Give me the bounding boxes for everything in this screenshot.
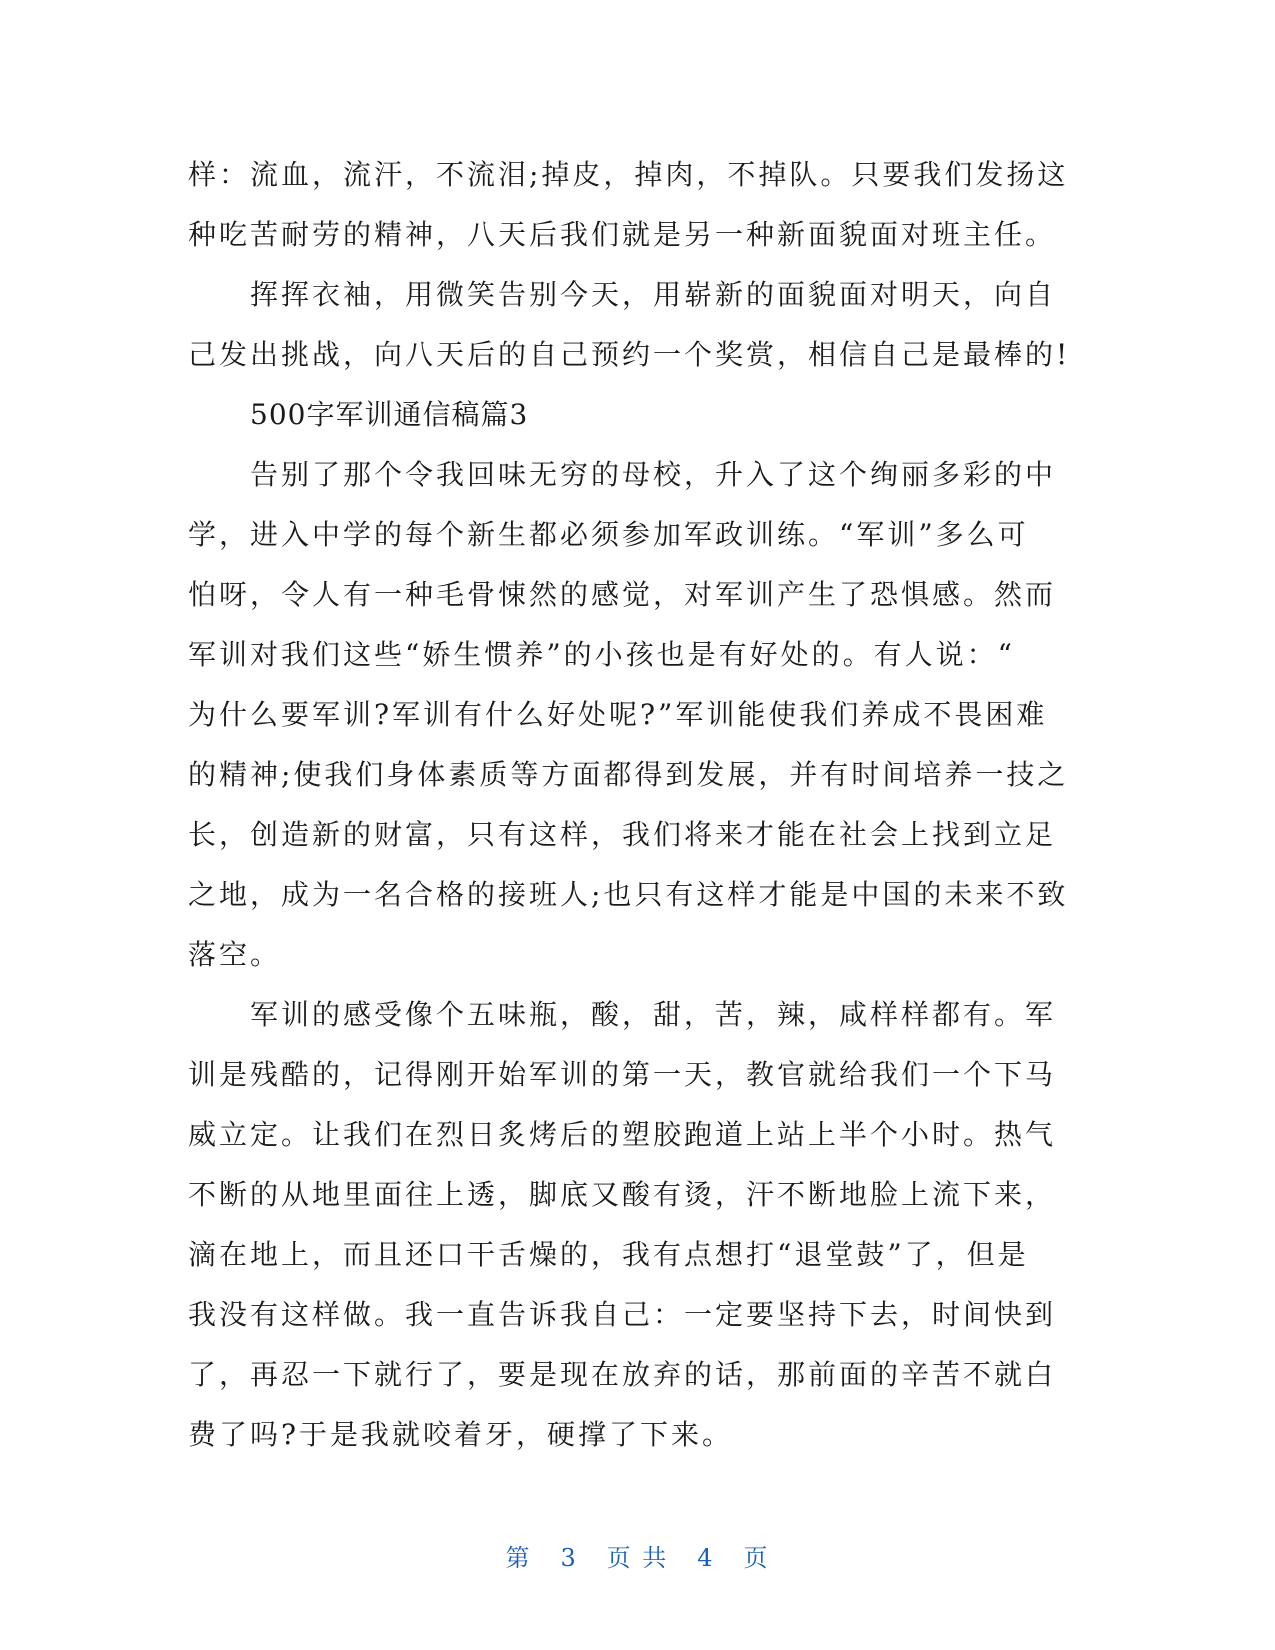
text-line: 样：流血，流汗，不流泪;掉皮，掉肉，不掉队。只要我们发扬这 xyxy=(188,158,1069,191)
text-line: 我没有这样做。我一直告诉我自己：一定要坚持下去，时间快到 xyxy=(188,1298,1057,1331)
footer-prefix: 第 xyxy=(505,1544,532,1572)
text-line: 长，创造新的财富，只有这样，我们将来才能在社会上找到立足 xyxy=(188,818,1057,851)
document-body xyxy=(188,145,1083,1465)
footer-middle: 页 共 xyxy=(606,1544,669,1572)
text-line: 威立定。让我们在烈日炙烤后的塑胶跑道上站上半个小时。热气 xyxy=(188,1118,1057,1151)
text-line: 怕呀，令人有一种毛骨悚然的感觉，对军训产生了恐惧感。然而 xyxy=(188,578,1057,611)
text-line: 军训对我们这些“娇生惯养”的小孩也是有好处的。有人说：“ xyxy=(188,638,1015,671)
text-line: 种吃苦耐劳的精神，八天后我们就是另一种新面貌面对班主任。 xyxy=(188,218,1057,251)
text-line: 了，再忍一下就行了，要是现在放弃的话，那前面的辛苦不就白 xyxy=(188,1358,1057,1391)
section-heading: 500字军训通信稿篇3 xyxy=(250,398,529,431)
text-line: 训是残酷的，记得刚开始军训的第一天，教官就给我们一个下马 xyxy=(188,1058,1057,1091)
footer-total-pages: 4 xyxy=(697,1544,715,1572)
text-line: 为什么要军训?军训有什么好处呢?”军训能使我们养成不畏困难 xyxy=(188,698,1048,731)
page-footer xyxy=(0,1538,1275,1573)
footer-suffix: 页 xyxy=(743,1544,770,1572)
text-line: 挥挥衣袖，用微笑告别今天，用崭新的面貌面对明天，向自 xyxy=(250,278,1057,311)
text-line: 军训的感受像个五味瓶，酸，甜，苦，辣，咸样样都有。军 xyxy=(250,998,1057,1031)
text-line: 费了吗?于是我就咬着牙，硬撑了下来。 xyxy=(188,1418,734,1451)
text-line: 滴在地上，而且还口干舌燥的，我有点想打“退堂鼓”了，但是 xyxy=(188,1238,1029,1271)
text-line: 的精神;使我们身体素质等方面都得到发展，并有时间培养一技之 xyxy=(188,758,1069,791)
text-line: 不断的从地里面往上透，脚底又酸有烫，汗不断地脸上流下来， xyxy=(188,1178,1057,1211)
footer-current-page: 3 xyxy=(560,1544,578,1572)
text-line: 之地，成为一名合格的接班人;也只有这样才能是中国的未来不致 xyxy=(188,878,1069,911)
text-line: 告别了那个令我回味无穷的母校，升入了这个绚丽多彩的中 xyxy=(250,458,1057,491)
text-line: 己发出挑战，向八天后的自己预约一个奖赏，相信自己是最棒的! xyxy=(188,338,1071,371)
text-line: 落空。 xyxy=(188,938,282,971)
text-line: 学，进入中学的每个新生都必须参加军政训练。“军训”多么可 xyxy=(188,518,1029,551)
